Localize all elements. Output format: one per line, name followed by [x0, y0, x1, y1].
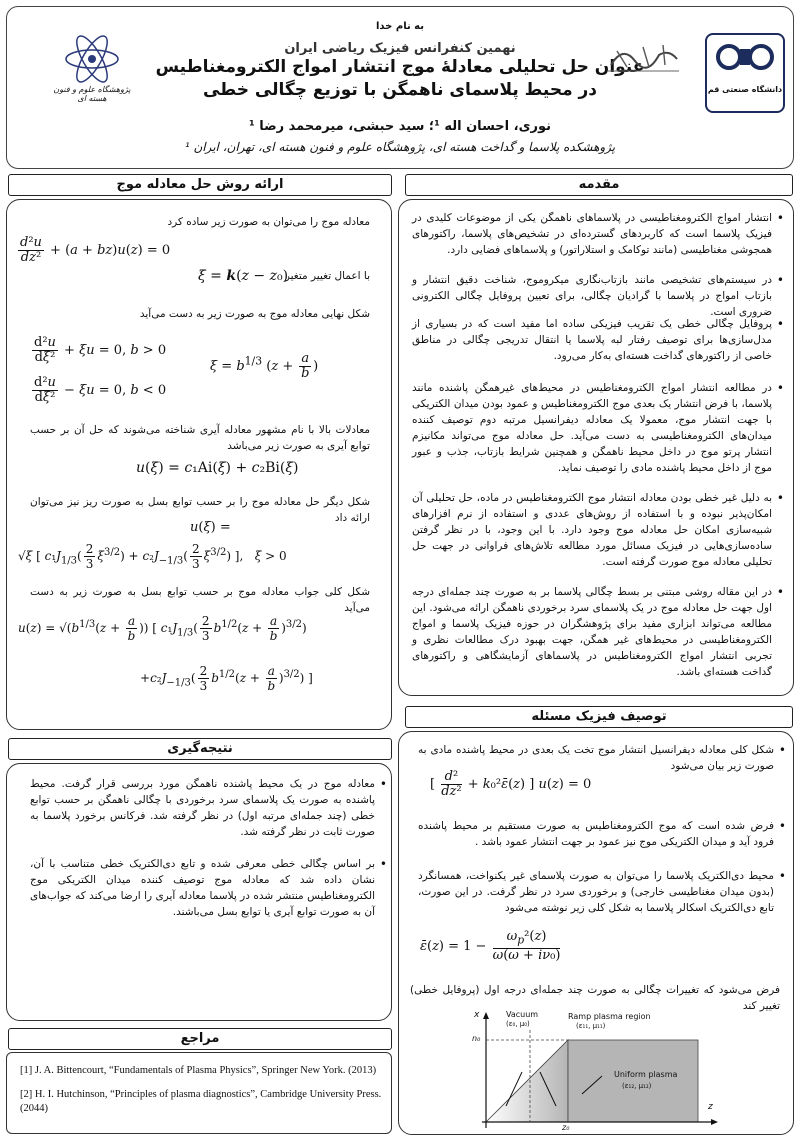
equation-wave-simplified: $\frac{\text{d²u}}{\text{dz²}}$ + (a + bz)u(z) = 0 [20, 235, 171, 265]
z-axis-arrow-icon [711, 1119, 718, 1125]
equation-bessel-solution: √ξ [ $c_1J_{1/3}$( $\frac{2}{3}$ $\xi^{3/2}) + c_2J_{-1/3}$( $\frac{2}{3}$ $\xi^{3/2}$) ], ξ > 0 [18, 542, 287, 571]
equation-wave-dispersive: [ $\frac{\text{d²}}{\text{dz²}}$ + k₀²ε̄(z) ] u(z) = 0 [430, 769, 592, 799]
physics-heading: توصیف فیزیک مسئله [405, 706, 793, 728]
plasma-profile-figure [472, 1010, 722, 1134]
institute-logo-text: پژوهشگاه علوم و فنون هسته ای [53, 85, 131, 103]
university-logo [705, 33, 785, 113]
intro-heading: مقدمه [405, 174, 793, 196]
physics-bullet-1: • شکل کلی معادله دیفرانسیل انتشار موج تخت یک بعدی در محیط پاشنده مادی به صورت زیر بیان می‌شود [418, 742, 774, 774]
physics-bullet-3: • محیط دی‌الکتریک پلاسما را می‌توان به صورت پلاسمای غیر یکنواخت، همسانگرد (بدون میدان مغناطیسی خارجی) و برخوردی سرد در نظر گرفت. در این صورت، تابع دی‌الکتریک اسکالر پلاسما به شکل کلی زیر نوشته می‌شود [418, 868, 774, 916]
equation-airy-positive: $\frac{\text{d²u}}{\text{dξ²}}$ + ξu = 0, b > 0 [34, 335, 167, 365]
university-emblem-icon [707, 35, 783, 83]
conclusion-heading: نتیجه‌گیری [8, 738, 392, 760]
physics-text-4: فرض می‌شود که تغییرات چگالی به صورت چند جمله‌ای درجه اول (پروفایل خطی) تغییر کند [410, 984, 780, 1012]
references-heading: مراجع [8, 1028, 392, 1050]
vacuum-label: Vacuum [506, 1010, 539, 1019]
equation-general-solution-1: $u(z) = √(b^{1/3}(z$ + $\frac{a}{b}$ )) [ $c_1J_{1/3}$( $\frac{2}{3}$ $b^{1/2}(z$ + $\frac{a}{b}$ )$^{3/2}$) [18, 614, 307, 643]
z-axis-label: z [708, 1102, 713, 1112]
uniform-label: Uniform plasma [614, 1070, 678, 1079]
method-text-4: معادلات بالا با نام مشهور معادله آیری شناخته می‌شوند که حل آن بر حسب توابع آیری به صورت زیر می‌باشد [30, 424, 370, 452]
title-line-2: در محیط پلاسمای ناهمگن با توزیع چگالی خطی [202, 80, 598, 100]
n0-label: n₀ [472, 1034, 481, 1043]
x-axis-arrow-icon [483, 1012, 489, 1019]
affiliation: ¹ پژوهشکده پلاسما و گداخت هسته ای، پژوهشگاه علوم و فنون هسته ای، تهران، ایران [184, 140, 616, 154]
intro-bullet-4: • در مطالعه انتشار امواج الکترومغناطیس در محیط‌های غیرهمگن پاشنده مانند پلاسما، با فرض انتشار یک بعدی موج الکترومغناطیس و عمود بودن میدان الکتریکی با جهت انتشار موج، معمولا یک معادله دیفرانسیل مرتبه دوم توصیف کننده میدان‌های الکترومغناطیسی به دست می‌آید. حل معادله موج می‌تواند مکانیزم انتشار پرتو موج در داخل محیط ناهمگن و همچنین شرایط بازتاب، جذب و عبور موج از داخل محیط پاشنده مادی را توصیف نماید. [412, 380, 772, 476]
method-text-1: معادله موج را می‌توان به صورت زیر ساده کرد [167, 216, 370, 228]
method-heading: ارائه روش حل معادله موج [8, 174, 392, 196]
method-text-5: شکل دیگر حل معادله موج را بر حسب توابع بسل به صورت ریز نیز می‌توان ارائه داد [30, 496, 370, 524]
z0-label: z₀ [562, 1123, 570, 1132]
intro-bullet-6: • در این مقاله روشی مبتنی بر بسط چگالی پلاسما بر به صورت چند جمله‌ای درجه اول جهت حل معادله موج در یک پلاسمای سرد برخوردی ناهمگن ارائه می‌شود. این مطالعه می‌تواند ابزاری مفید برای پژوهشگران در حوزه فیزیک پلاسما و امواج الکترومغناطیسی در محیط‌های غیر همگن، جهت بهبود درک مطالعات نظری و تجربی انتشار امواج الکترومغناطیس در پلاسماهای آزمایشگاهی و راکتورهای گداخت هسته‌ای باشد. [412, 584, 772, 680]
equation-variable-change: ξ = k(z − z₀) [198, 268, 289, 284]
intro-bullet-1: • انتشار امواج الکترومغناطیسی در پلاسماهای ناهمگن یکی از موضوعات کلیدی در فیزیک پلاسما است که کاربردهای گسترده‌ای در تشخیص‌های پلاسما، راکتورهای همجوشی مغناطیسی (مانند توکامک و استلاراتور) و پلاسماهای فضایی دارد. [412, 210, 772, 258]
uniform-region [568, 1040, 698, 1122]
conclusion-bullet-1: • معادله موج در یک محیط پاشنده ناهمگن مورد بررسی قرار گرفت. محیط پاشنده به صورت یک پلاسمای سرد برخوردی با چگالی ناهمگن بر حسب توابع خطی (چند جمله‌ای مرتبه اول) در نظر گرفته شد. فرکانس برخورد پلاسما به صورت ثابت در نظر گرفته شد. [30, 776, 375, 840]
intro-bullet-5: • به دلیل غیر خطی بودن معادله انتشار موج الکترومغناطیس در ماده، حل تحلیلی آن امکان‌پذیر نبوده و با استفاده از روش‌های عددی و استفاده از نرم افزارهای شبیه‌سازی امکان حل معادله موج وجود دارد. با این وجود، با در نظر گرفتن ساده‌سازی‌هایی در فیزیک مسائل مورد مطالعه تلاش‌های فراوانی در جهت حل تحلیلی معادله موج صورت گرفته است. [412, 490, 772, 570]
equation-dielectric: ε̄(z) = 1 − $\frac{\omega_p^2(z)}{\text{ω(ω + iν₀)}}$ [420, 929, 561, 963]
ramp-region [486, 1040, 568, 1122]
bismillah: به نام خدا [375, 21, 425, 32]
conference-name: نهمین کنفرانس فیزیک ریاضی ایران [284, 41, 516, 56]
institute-logo [47, 35, 137, 105]
equation-xi-definition: $\xi = b^{1/3}$ (z + $\frac{a}{b}$ ) [210, 351, 319, 381]
equation-airy-negative: $\frac{\text{d²u}}{\text{dξ²}}$ − ξu = 0, b < 0 [34, 375, 167, 405]
poster-header [6, 6, 794, 169]
university-logo-text: دانشگاه صنعتی قم [707, 85, 783, 94]
method-text-6: شکل کلی جواب معادله موج بر حسب توابع بسل به صورت زیر به دست می‌آید [30, 586, 370, 614]
method-text-2: با اعمال تغییر متغیر [284, 270, 370, 282]
title-line-1: عنوان حل تحلیلی معادلهٔ موج انتشار امواج الکترومغناطیس [155, 57, 645, 77]
authors: نوری، احسان اله ¹؛ سید حبشی، میرمحمد رضا ¹ [248, 119, 552, 134]
vacuum-params: (ε₀, μ₀) [506, 1020, 530, 1028]
calligraphy-icon [603, 37, 683, 77]
ramp-params: (ε₁₁, μ₁₁) [576, 1022, 606, 1030]
reference-2: [2] H. I. Hutchinson, “Principles of plasma diagnostics”, Cambridge University Press. (2044) [20, 1089, 382, 1114]
intro-bullet-3: • پروفایل چگالی خطی یک تقریب فیزیکی ساده اما مفید است که در بسیاری از مدل‌سازی‌ها برای توصیف رفتار لبه پلاسما یا انتقال تدریجی چگالی در مناطق خاصی از راکتورهای گداخت هسته‌ای به‌کار می‌رود. [412, 316, 772, 364]
conference-logo [603, 37, 683, 77]
physics-bullet-2: • فرض شده است که موج الکترومغناطیس به صورت مستقیم بر محیط پاشنده فرود آید و میدان الکتریکی موج نیز عمود بر جهت انتشار عمود باشد . [418, 818, 774, 850]
conclusion-bullet-2: • بر اساس چگالی خطی معرفی شده و تابع دی‌الکتریک خطی متناسب با آن، نشان داده شد که معادله موج توصیف کننده میدان الکتریکی موج الکترومغناطیس منتشر شده در پلاسما معادله آیری را ارضا می‌کند که جواب‌های آن به صورت توابع آیری یا توابع بسل می‌باشند. [30, 856, 375, 920]
ramp-label: Ramp plasma region [568, 1012, 651, 1021]
equation-bessel-lhs: u(ξ) = [190, 520, 231, 535]
equation-airy-solution: u(ξ) = c₁Ai(ξ) + c₂Bi(ξ) [136, 460, 299, 476]
equation-general-solution-2: $+c_2J_{-1/3}$( $\frac{2}{3}$ $b^{1/2}(z$ + $\frac{a}{b}$ )$^{3/2}$) ] [140, 664, 313, 693]
x-axis-label: x [474, 1010, 480, 1020]
reference-1: [1] J. A. Bittencourt, “Fundamentals of Plasma Physics”, Springer New York. (2013) [20, 1065, 377, 1076]
uniform-params: (ε₁₂, μ₁₂) [622, 1082, 652, 1090]
intro-bullet-2: • در سیستم‌های تشخیصی مانند بازتاب‌نگاری میکروموج، شناخت دقیق انتشار و بازتاب امواج در پلاسما با گرادیان چگالی، برای تعیین پروفایل چگالی الکترونی ضروری است. [412, 272, 772, 320]
method-text-3: شکل نهایی معادله موج به صورت زیر به دست می‌آید [139, 308, 370, 320]
